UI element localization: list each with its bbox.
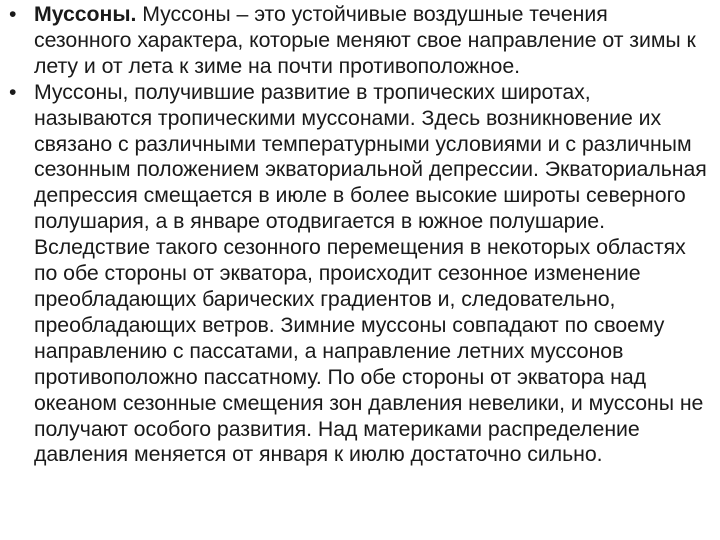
bullet-marker: •: [9, 79, 17, 104]
bullet-list: [0, 2, 710, 468]
bullet-item-tropical-monsoons: [0, 80, 710, 469]
bullet-text: Муссоны – это устойчивые воздушные течения сезонного характера, которые меняют свое направление от зимы к лету и от лета к зиме на почти противоположное.: [34, 2, 696, 78]
bullet-marker: •: [9, 2, 17, 26]
bullet-item-monsoons-definition: [0, 2, 710, 80]
bullet-term: Муссоны.: [34, 2, 137, 26]
bullet-text: Муссоны, получившие развитие в тропических широтах, называются тропическими муссонами. Здесь возникновение их связано с различными температурными условиями и с различным сезонным положением экваториальной депрессии. Экваториальная депрессия смещается в июле в более высокие широты северного полушария, а в январе отодвигается в южное полушарие. Вследствие такого сезонного перемещения в некоторых областях по обе стороны от экватора, происходит сезонное изменение преобладающих барических градиентов и, следовательно, преобладающих ветров. Зимние муссоны совпадают по своему направлению с пассатами, а направление летних муссонов противоположно пассатному. По обе стороны от экватора над океаном сезонные смещения зон давления невелики, и муссоны не получают особого развития. Над материками распределение давления меняется от января к июлю достаточно сильно.: [34, 79, 707, 467]
